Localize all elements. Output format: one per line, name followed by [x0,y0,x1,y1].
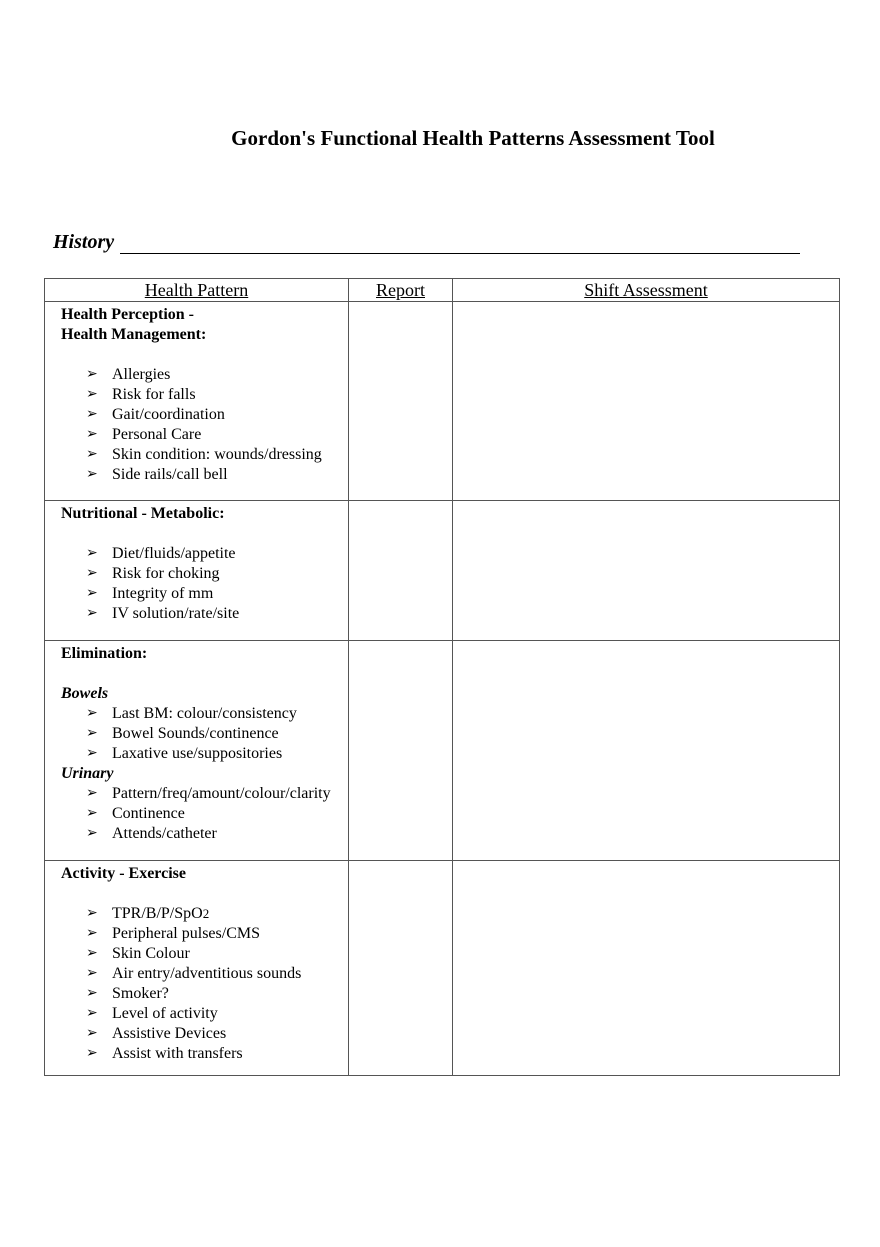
list-item: ➢ IV solution/rate/site [86,605,240,622]
arrowhead-bullet-icon: ➢ [86,1026,98,1041]
list-item: ➢ Laxative use/suppositories [86,745,283,762]
history-field [53,231,800,257]
arrowhead-bullet-icon: ➢ [86,806,98,821]
arrowhead-bullet-icon: ➢ [86,786,98,801]
urinary-subtitle: Urinary [61,765,114,782]
section-title: Health Management: [61,326,207,343]
item-list [61,544,348,624]
history-label: History [53,231,115,253]
health-pattern-cell [45,861,349,1076]
arrowhead-bullet-icon: ➢ [86,926,98,941]
shift-assessment-cell[interactable] [453,302,840,501]
arrowhead-bullet-icon: ➢ [86,387,98,402]
health-pattern-cell [45,641,349,861]
list-item: ➢ Assist with transfers [86,1045,243,1062]
table-header-row [45,279,840,302]
arrowhead-bullet-icon: ➢ [86,826,98,841]
list-item: ➢ Bowel Sounds/continence [86,725,279,742]
arrowhead-bullet-icon: ➢ [86,746,98,761]
list-item: ➢ Assistive Devices [86,1025,227,1042]
arrowhead-bullet-icon: ➢ [86,606,98,621]
arrowhead-bullet-icon: ➢ [86,467,98,482]
list-item: ➢ Risk for falls [86,386,196,403]
list-item: ➢ Attends/catheter [86,825,217,842]
arrowhead-bullet-icon: ➢ [86,566,98,581]
arrowhead-bullet-icon: ➢ [86,986,98,1001]
table-row [45,641,840,861]
report-cell[interactable] [349,641,453,861]
list-item: ➢ Pattern/freq/amount/colour/clarity [86,785,331,802]
section-title: Elimination: [61,645,148,662]
report-cell[interactable] [349,861,453,1076]
arrowhead-bullet-icon: ➢ [86,906,98,921]
arrowhead-bullet-icon: ➢ [86,1006,98,1021]
item-list [61,365,348,485]
report-cell[interactable] [349,501,453,641]
page-title: Gordon's Functional Health Patterns Assessment Tool [231,126,715,150]
list-item: ➢ Integrity of mm [86,585,214,602]
list-item: ➢ Continence [86,805,185,822]
history-input-line[interactable] [120,231,800,254]
arrowhead-bullet-icon: ➢ [86,586,98,601]
header-health-pattern: Health Pattern [45,279,349,302]
section-title: Nutritional - Metabolic: [61,505,225,522]
bowels-subtitle: Bowels [61,685,109,702]
arrowhead-bullet-icon: ➢ [86,706,98,721]
shift-assessment-cell[interactable] [453,501,840,641]
item-list [61,704,348,764]
table-row [45,861,840,1076]
arrowhead-bullet-icon: ➢ [86,427,98,442]
arrowhead-bullet-icon: ➢ [86,447,98,462]
assessment-table [44,278,840,1076]
arrowhead-bullet-icon: ➢ [86,726,98,741]
arrowhead-bullet-icon: ➢ [86,407,98,422]
arrowhead-bullet-icon: ➢ [86,966,98,981]
list-item: ➢ Peripheral pulses/CMS [86,925,260,942]
health-pattern-cell [45,501,349,641]
list-item: ➢ Air entry/adventitious sounds [86,965,302,982]
list-item: ➢ Risk for choking [86,565,220,582]
health-pattern-cell [45,302,349,501]
list-item: ➢ Level of activity [86,1005,218,1022]
arrowhead-bullet-icon: ➢ [86,546,98,561]
list-item: ➢ Smoker? [86,985,169,1002]
list-item: ➢ Diet/fluids/appetite [86,545,236,562]
table-row [45,302,840,501]
arrowhead-bullet-icon: ➢ [86,367,98,382]
table-row [45,501,840,641]
section-title: Health Perception - [61,306,195,323]
header-shift-assessment: Shift Assessment [453,279,840,302]
list-item: ➢ Skin condition: wounds/dressing [86,446,322,463]
list-item: ➢ Skin Colour [86,945,190,962]
arrowhead-bullet-icon: ➢ [86,946,98,961]
list-item: ➢ Last BM: colour/consistency [86,705,297,722]
list-item: ➢ Gait/coordination [86,406,225,423]
item-list [61,904,348,1064]
list-item: ➢ Allergies [86,366,171,383]
report-cell[interactable] [349,302,453,501]
section-title: Activity - Exercise [61,865,186,882]
item-list [61,784,348,844]
shift-assessment-cell[interactable] [453,861,840,1076]
list-item: ➢ Personal Care [86,426,202,443]
list-item: ➢ TPR/B/P/SpO2 [86,905,210,922]
arrowhead-bullet-icon: ➢ [86,1046,98,1061]
list-item: ➢ Side rails/call bell [86,466,228,483]
shift-assessment-cell[interactable] [453,641,840,861]
header-report: Report [349,279,453,302]
